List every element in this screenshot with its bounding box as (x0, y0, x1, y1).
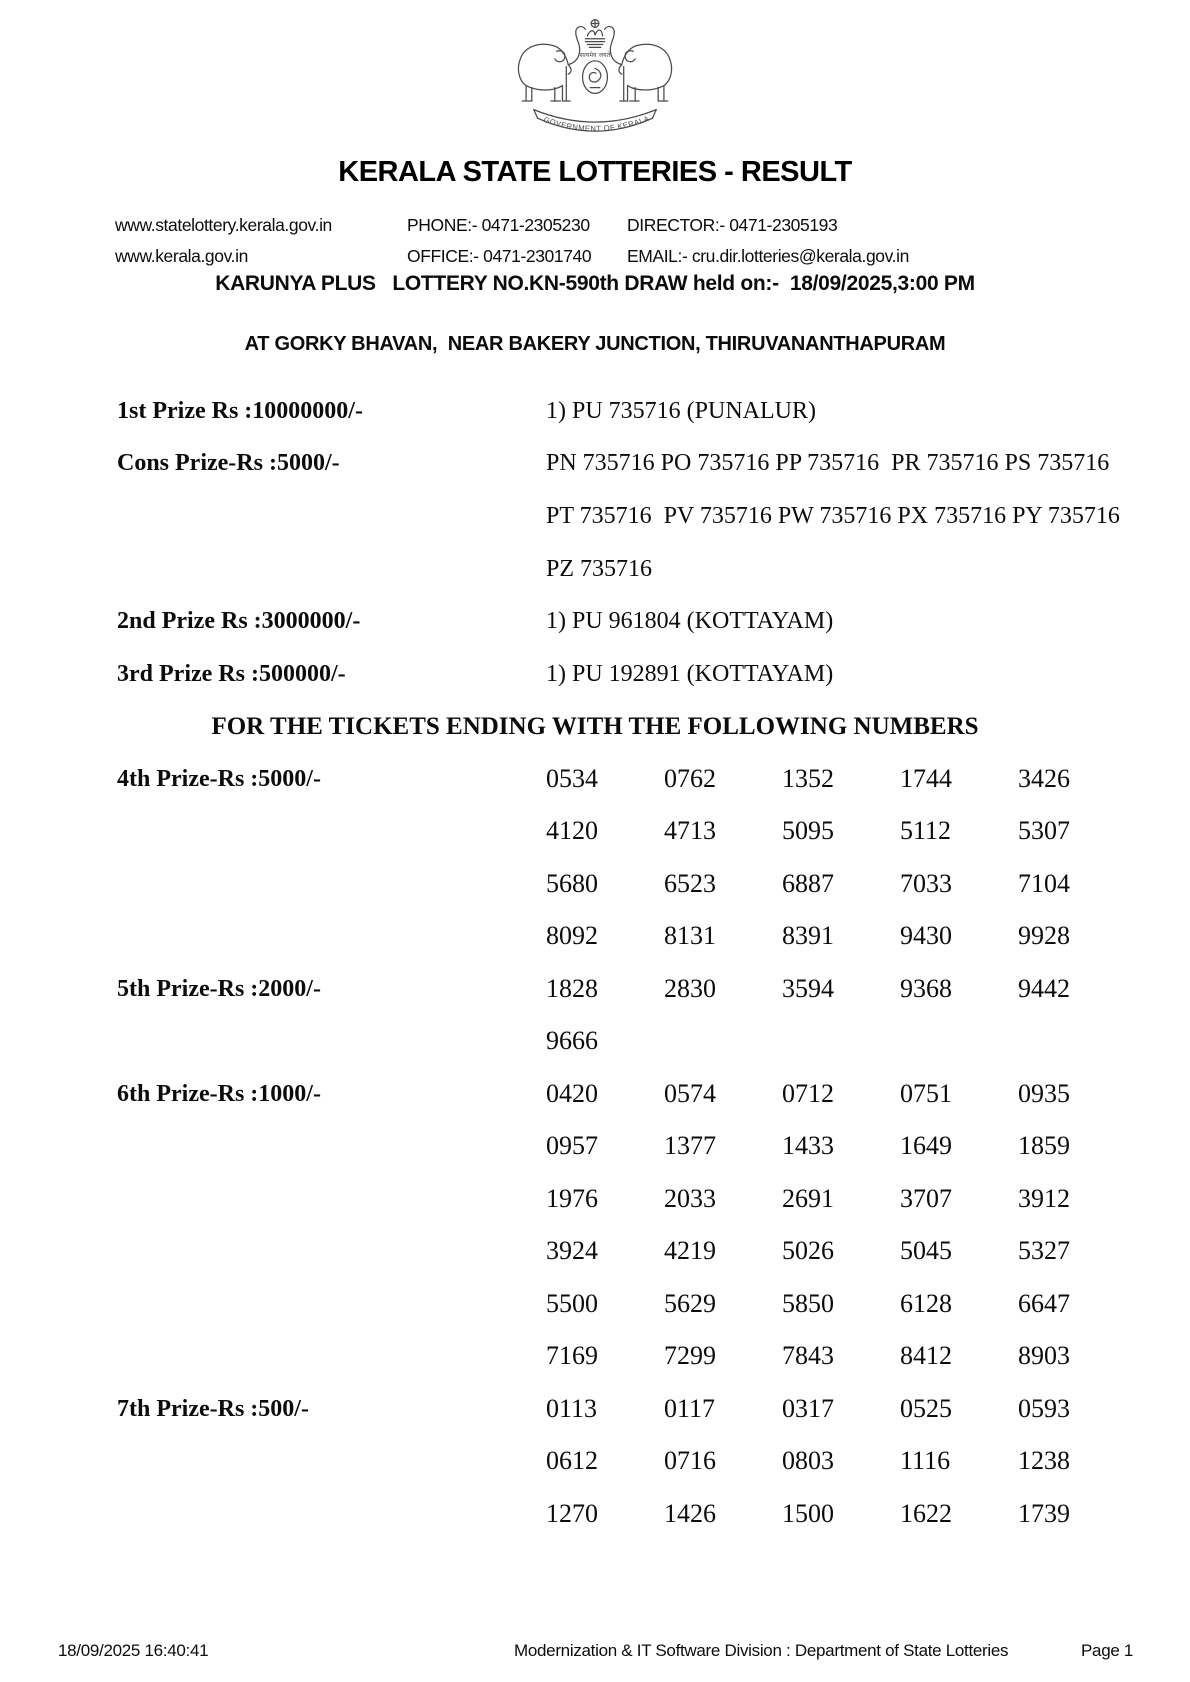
ticket-number: 5680 (546, 869, 598, 898)
ticket-number: 7033 (900, 869, 952, 898)
ticket-number: 0317 (782, 1394, 834, 1423)
ticket-number: 7104 (1018, 869, 1070, 898)
ticket-number: 5112 (900, 816, 952, 845)
right-elephant-icon (605, 27, 672, 101)
office-number: OFFICE:- 0471-2301740 (407, 246, 592, 266)
prize-winner: 1) PU 735716 (PUNALUR) (546, 398, 816, 424)
ticket-number: 2830 (664, 974, 716, 1003)
cons-prize-numbers: PZ 735716 (546, 556, 653, 582)
venue-line: AT GORKY BHAVAN, NEAR BAKERY JUNCTION, THIRUVANANTHAPURAM (244, 333, 946, 355)
prize-table-row (0, 1186, 1190, 1222)
ticket-number: 6647 (1018, 1289, 1070, 1318)
ticket-number: 5307 (1018, 816, 1070, 845)
ticket-number: 8131 (664, 921, 716, 950)
first-prize-row (0, 398, 1190, 434)
ticket-number: 0534 (546, 764, 598, 793)
ticket-number: 7843 (782, 1341, 834, 1370)
ticket-number: 1116 (900, 1446, 951, 1475)
prize-label: Cons Prize-Rs :5000/- (117, 450, 340, 476)
ticket-number: 3426 (1018, 764, 1070, 793)
prize-label: 7th Prize-Rs :500/- (117, 1396, 309, 1422)
ticket-number: 7169 (546, 1341, 598, 1370)
ticket-number: 3594 (782, 974, 834, 1003)
ticket-number: 5850 (782, 1289, 834, 1318)
page-footer (0, 1642, 1190, 1664)
ticket-number: 1622 (900, 1499, 952, 1528)
ticket-number: 0751 (900, 1079, 952, 1108)
ticket-number: 8903 (1018, 1341, 1070, 1370)
prize-label: 4th Prize-Rs :5000/- (117, 766, 321, 792)
prize-table-row (0, 1238, 1190, 1274)
ticket-number: 0762 (664, 764, 716, 793)
prize-label: 2nd Prize Rs :3000000/- (117, 608, 361, 634)
ticket-number: 5327 (1018, 1236, 1070, 1265)
director-number: DIRECTOR:- 0471-2305193 (627, 215, 838, 235)
emblem-motto-text: सत्यमेव जयते (579, 51, 611, 59)
ticket-number: 0593 (1018, 1394, 1070, 1423)
prize-table-row (0, 1291, 1190, 1327)
ticket-number: 9666 (546, 1026, 598, 1055)
ticket-number: 0117 (664, 1394, 716, 1423)
email-address: EMAIL:- cru.dir.lotteries@kerala.gov.in (627, 246, 909, 266)
ticket-number: 1739 (1018, 1499, 1070, 1528)
ticket-number: 0574 (664, 1079, 716, 1108)
draw-details-line: KARUNYA PLUS LOTTERY NO.KN-590th DRAW held on:- 18/09/2025,3:00 PM (215, 272, 975, 295)
ticket-number: 5629 (664, 1289, 716, 1318)
ticket-number: 1426 (664, 1499, 716, 1528)
ticket-number: 5045 (900, 1236, 952, 1265)
prize-table-row (0, 1343, 1190, 1379)
prize-table-row (0, 1501, 1190, 1537)
ticket-number: 1828 (546, 974, 598, 1003)
conch-shield-icon (583, 61, 608, 94)
ticket-number: 0803 (782, 1446, 834, 1475)
phone-number: PHONE:- 0471-2305230 (407, 215, 590, 235)
ticket-number: 8391 (782, 921, 834, 950)
ticket-number: 5500 (546, 1289, 598, 1318)
prize-label: 3rd Prize Rs :500000/- (117, 661, 346, 687)
ticket-number: 1352 (782, 764, 834, 793)
ticket-number: 0420 (546, 1079, 598, 1108)
ticket-number: 8092 (546, 921, 598, 950)
page-number: Page 1 (1081, 1641, 1134, 1660)
prize-table-row (0, 923, 1190, 959)
ticket-number: 6128 (900, 1289, 952, 1318)
ticket-number: 0612 (546, 1446, 598, 1475)
cons-prize-row (0, 450, 1190, 486)
prize-table-row (0, 818, 1190, 854)
ticket-number: 9368 (900, 974, 952, 1003)
ticket-number: 5095 (782, 816, 834, 845)
contact-row (0, 248, 1190, 270)
ticket-number: 2033 (664, 1184, 716, 1213)
ticket-number: 0957 (546, 1131, 598, 1160)
cons-prize-numbers: PT 735716 PV 735716 PW 735716 PX 735716 PY 735716 (546, 503, 1120, 529)
left-elephant-icon (518, 27, 585, 101)
ticket-number: 6887 (782, 869, 834, 898)
prize-table-row (0, 871, 1190, 907)
prize-table-row (0, 976, 1190, 1012)
ticket-number: 0712 (782, 1079, 834, 1108)
ticket-number: 6523 (664, 869, 716, 898)
ticket-number: 1976 (546, 1184, 598, 1213)
ticket-number: 1238 (1018, 1446, 1070, 1475)
prize-table-row (0, 1028, 1190, 1064)
ticket-number: 1500 (782, 1499, 834, 1528)
second-prize-row (0, 608, 1190, 644)
ticket-number: 2691 (782, 1184, 834, 1213)
division-name: Modernization & IT Software Division : Department of State Lotteries (514, 1641, 1009, 1660)
ticket-number: 9442 (1018, 974, 1070, 1003)
ashoka-capital-icon (585, 20, 604, 48)
section-heading: FOR THE TICKETS ENDING WITH THE FOLLOWING NUMBERS (211, 713, 979, 740)
website-kerala: www.kerala.gov.in (115, 246, 248, 266)
cons-prize-row (0, 556, 1190, 592)
ticket-number: 8412 (900, 1341, 952, 1370)
ticket-number: 1744 (900, 764, 952, 793)
prize-winner: 1) PU 192891 (KOTTAYAM) (546, 661, 834, 687)
prize-winner: 1) PU 961804 (KOTTAYAM) (546, 608, 834, 634)
website-statelottery: www.statelottery.kerala.gov.in (115, 215, 332, 235)
emblem-band-text: GOVERNMENT OF KERALA (542, 113, 651, 134)
ticket-number: 1859 (1018, 1131, 1070, 1160)
ticket-number: 9928 (1018, 921, 1070, 950)
ticket-number: 0716 (664, 1446, 716, 1475)
ticket-number: 0525 (900, 1394, 952, 1423)
ticket-number: 4219 (664, 1236, 716, 1265)
kerala-government-emblem (495, 12, 695, 146)
ticket-number: 5026 (782, 1236, 834, 1265)
prize-label: 5th Prize-Rs :2000/- (117, 976, 321, 1002)
contact-row (0, 217, 1190, 239)
ticket-number: 0935 (1018, 1079, 1070, 1108)
ticket-number: 1649 (900, 1131, 952, 1160)
ticket-number: 0113 (546, 1394, 598, 1423)
ticket-number: 1377 (664, 1131, 716, 1160)
ticket-number: 9430 (900, 921, 952, 950)
cons-prize-row (0, 503, 1190, 539)
prize-table-row (0, 1448, 1190, 1484)
ticket-number: 7299 (664, 1341, 716, 1370)
ticket-number: 4120 (546, 816, 598, 845)
prize-label: 1st Prize Rs :10000000/- (117, 398, 363, 424)
third-prize-row (0, 661, 1190, 697)
ticket-number: 4713 (664, 816, 716, 845)
page-title: KERALA STATE LOTTERIES - RESULT (338, 156, 852, 188)
prize-label: 6th Prize-Rs :1000/- (117, 1081, 321, 1107)
generated-timestamp: 18/09/2025 16:40:41 (58, 1641, 209, 1660)
prize-table-row (0, 1396, 1190, 1432)
ticket-number: 3924 (546, 1236, 598, 1265)
ticket-number: 1270 (546, 1499, 598, 1528)
ticket-number: 1433 (782, 1131, 834, 1160)
prize-table-row (0, 766, 1190, 802)
prize-table-row (0, 1133, 1190, 1169)
cons-prize-numbers: PN 735716 PO 735716 PP 735716 PR 735716 PS 735716 (546, 450, 1110, 476)
ticket-number: 3912 (1018, 1184, 1070, 1213)
prize-table-row (0, 1081, 1190, 1117)
ticket-number: 3707 (900, 1184, 952, 1213)
